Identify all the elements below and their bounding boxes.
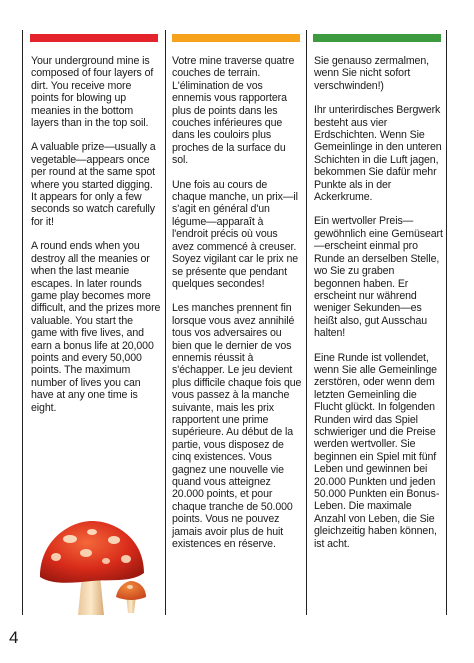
paragraph: Ihr unterirdisches Bergwerk besteht aus vier Erdschichten. Wenn Sie Gemeinlinge in den unteren Schichten in die Luft jagen, bekommen Sie dafür mehr Punkte als in der Ackerkrume. — [314, 104, 442, 204]
paragraph: Ein wertvoller Preis—gewöhnlich eine Gemüseart—erscheint einmal pro Runde an derselben Stelle, wo Sie zu graben begonnen haben. Er erscheint nur während weniger Sekunden—es heißt also, gut Ausschau halten! — [314, 215, 443, 340]
column-divider — [306, 30, 307, 615]
column-divider — [446, 30, 447, 615]
mushroom-illustration — [30, 515, 155, 620]
paragraph: Your underground mine is composed of four layers of dirt. You receive more points for blowing up meanies in the bottom layers than in the top soil. — [31, 55, 154, 130]
column-english — [31, 55, 161, 426]
column-divider — [22, 30, 23, 615]
paragraph: A valuable prize—usually a vegetable—appears once per round at the same spot where you started digging. It appears for only a few seconds so watch carefully for it! — [31, 141, 156, 228]
paragraph: Eine Runde ist vollendet, wenn Sie alle Gemeinlinge zerstören, oder wenn dem letzten Gemeinling die Flucht glückt. In folgenden Runden wird das Spiel schwieriger und die Preise werden wertvoller. Sie beginnen ein Spiel mit fünf Leben und gewinnen bei 20.000 Punkten und jeden 50.000 Punkten ein Bonus-Leben. Die maximale Anzahl von Leben, die Sie gleichzeitig haben können, ist acht. — [314, 351, 440, 550]
column-french — [172, 55, 302, 562]
paragraph: Votre mine traverse quatre couches de terrain. L'élimination de vos ennemis vous rapportera plus de points dans les couches inférieures que dans les couloirs plus proches de la surface du sol. — [172, 55, 295, 167]
color-bar-red — [30, 34, 158, 42]
page-number: 4 — [9, 628, 19, 647]
color-bar-orange — [172, 34, 300, 42]
column-german — [314, 55, 443, 562]
column-divider — [165, 30, 166, 615]
paragraph: A round ends when you destroy all the meanies or when the last meanie escapes. In later rounds game play becomes more difficult, and the prizes more valuable. You start the game with five lives, and earn a bonus life at 20,000 points and every 50,000 points. The maximum number of lives you can have at any one time is eight. — [31, 240, 161, 414]
paragraph: Sie genauso zermalmen, wenn Sie nicht sofort verschwinden!) — [314, 55, 429, 92]
paragraph: Les manches prennent fin lorsque vous avez annihilé tous vos adversaires ou bien que le dernier de vos ennemis réussit à s'échapper. Le jeu devient plus difficile chaque fois que vous passez à la manche suivante, mais les prix rapportent une prime supérieure. Au début de la partie, vous disposez de cinq existences. Vous gagnez une nouvelle vie quand vous atteignez 20.000 points, et pour chaque tranche de 50.000 points. Vous ne pouvez jamais avoir plus de huit existences en réserve. — [172, 302, 302, 551]
color-bar-green — [313, 34, 441, 42]
paragraph: Une fois au cours de chaque manche, un prix—il s'agit en général d'un légume—apparaît à l'endroit précis où vous avez commencé à creuser. Soyez vigilant car le prix ne se présente que pendant quelques secondes! — [172, 178, 299, 290]
